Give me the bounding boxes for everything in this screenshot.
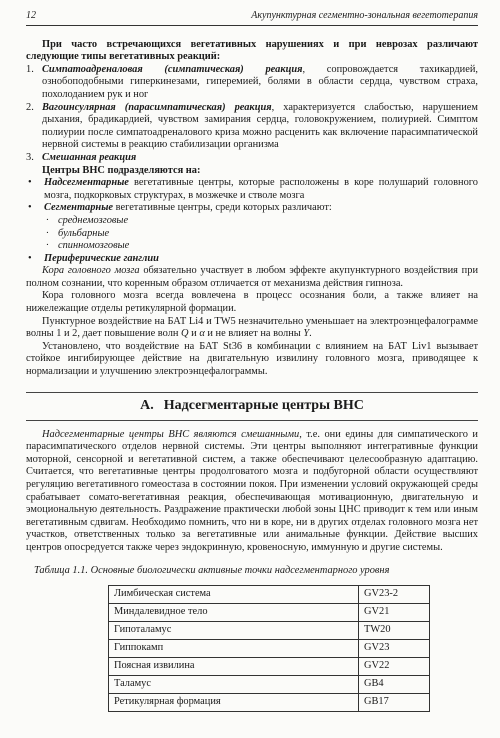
table-row xyxy=(109,586,430,604)
text-run: Пунктурное воздействие на БАТ Li4 и TW5 незначительно уменьшает на электроэнцефалограмме волны 1 и 2, дает повышение волн xyxy=(26,315,478,340)
vns-division-intro: Центры ВНС подразделяются на: xyxy=(42,164,201,176)
section-paragraph xyxy=(26,429,478,555)
sub-item xyxy=(26,215,478,228)
structure-cell: Ретикулярная формация xyxy=(109,694,359,712)
item-text xyxy=(44,202,478,215)
running-header xyxy=(26,10,478,26)
point-code-cell: GV23-2 xyxy=(359,586,430,604)
item-text xyxy=(44,177,478,202)
item-number: 2. xyxy=(26,101,34,113)
point-code-cell: GB17 xyxy=(359,694,430,712)
item-body: , характеризуется слабостью, нарушением дыхания, брадикардией, чувством замирания сердца, головокружением, полиурией. Симптом полиурии после симпатоадреналового криза можно расценить как включение парасимпатической нервной системы в реакцию стабилизации организма xyxy=(42,101,478,151)
item-title: Периферические ганглии xyxy=(44,252,159,264)
sub-item-text: среднемозговые xyxy=(58,214,129,226)
point-code-cell: TW20 xyxy=(359,622,430,640)
sub-bullet-marker: · xyxy=(46,240,49,252)
section-title: Надсегментарные центры ВНС xyxy=(163,397,364,413)
item-title: Симпатоадреналовая (симпатическая) реакция xyxy=(42,63,303,75)
paragraph-st36: Установлено, что воздействие на БАТ St36 в комбинации с влиянием на БАТ Liv1 вызывает стойкое ингибирующее действие на двигательную извилину головного мозга, приводящее к нормализации и улучшению электроэнцефалограммы. xyxy=(26,340,478,378)
table-row xyxy=(109,694,430,712)
paragraph-body: , т.е. они едины для симпатического и парасимпатического отделов нервной системы. Эти центры выполняют интегративные функции моторной, сенсорной и вегетативной систем, а также обеспечивают целесообразную адаптацию. Считается, что вегетативные центры продолговатого мозга и подбугорной области осуществляют регуляцию вегетативного гомеостаза в состоянии покоя. При изменении условий окружающей среды срабатывает сомато-вегетативная реакция, обеспечивающая мотивационную, двигательную и эмоциональную деятельность. Раздражение практически любой зоны ЦНС приводит к тем или иным вегетативным сдвигам. Необходимо помнить, что ни в коре, ни в других отделах головного мозга нет участков, ответственных только за вегетативные или анимальные функции. Действие высших центров опосредуется также через эндокринную, кровеносную, иммунную и другие системы. xyxy=(26,428,478,553)
structure-cell: Таламус xyxy=(109,676,359,694)
lead-term: Надсегментарные центры ВНС являются смешанными xyxy=(42,428,300,440)
paragraph-pain: Кора головного мозга всегда вовлечена в процесс осознания боли, а также влияет на нижележащие отделы ретикулярной формации. xyxy=(26,290,478,315)
structure-cell: Гипоталамус xyxy=(109,622,359,640)
wave-symbol: Q xyxy=(181,328,189,340)
center-item xyxy=(26,253,478,266)
table-row xyxy=(109,658,430,676)
point-code-cell: GV23 xyxy=(359,640,430,658)
paragraph-puncture xyxy=(26,316,478,341)
sub-item-text: спинномозговые xyxy=(58,240,130,252)
intro-paragraph: При часто встречающихся вегетативных нарушениях и при неврозах различают следующие типы вегетативных реакций: xyxy=(26,38,478,63)
reaction-item xyxy=(26,64,478,102)
item-title: Смешанная реакция xyxy=(42,151,137,163)
item-body: , сопровождается тахикардией, ознобоподобными гиперкинезами, гиперемией, болями в области сердца, чувством страха, похолоданием рук и ног xyxy=(42,63,478,100)
paragraph-body: обязательно участвует в любом эффекте акупунктурного воздействия при полном сознании, что коренным образом отличается от механизма действия гипноза. xyxy=(26,265,479,289)
item-number: 3. xyxy=(26,151,34,163)
item-body: вегетативные центры, которые расположены в коре полушарий головного мозга, подкорковых структурах, в мозжечке и стволе мозга xyxy=(44,177,478,201)
bullet-marker: • xyxy=(28,202,32,214)
table-row xyxy=(109,640,430,658)
section-heading xyxy=(26,392,478,421)
sub-bullet-marker: · xyxy=(46,214,49,226)
cortex-term: Кора головного мозга xyxy=(42,265,140,277)
item-title: Вагоинсулярная (парасимпатическая) реакция xyxy=(42,101,272,113)
bullet-marker: • xyxy=(28,252,32,264)
table-row xyxy=(109,622,430,640)
wave-symbol: α xyxy=(199,328,205,340)
bullet-marker: • xyxy=(28,177,32,189)
structure-cell: Миндалевидное тело xyxy=(109,604,359,622)
paragraph-cortex xyxy=(26,265,478,290)
point-code-cell: GB4 xyxy=(359,676,430,694)
section-letter: А. xyxy=(140,397,154,413)
sub-item xyxy=(26,240,478,253)
item-title: Сегментарные xyxy=(44,202,114,214)
point-code-cell: GV21 xyxy=(359,604,430,622)
bat-table xyxy=(108,585,430,712)
text-run: . xyxy=(309,328,312,340)
center-item xyxy=(26,177,478,202)
sub-bullet-marker: · xyxy=(46,227,49,239)
structure-cell: Лимбическая система xyxy=(109,586,359,604)
item-text xyxy=(42,64,478,102)
text-run: и не влияет на волны xyxy=(204,328,304,340)
running-title: Акупунктурная сегментно-зональная вегетотерапия xyxy=(251,10,478,21)
sub-item-text: бульбарные xyxy=(58,227,110,239)
point-code-cell: GV22 xyxy=(359,658,430,676)
item-title: Надсегментарные xyxy=(44,177,129,189)
page-number: 12 xyxy=(26,10,36,21)
center-item xyxy=(26,202,478,215)
reaction-item xyxy=(26,102,478,152)
table-row xyxy=(109,676,430,694)
text-run: и xyxy=(188,328,200,340)
table-row xyxy=(109,604,430,622)
wave-symbol: Y xyxy=(303,328,310,340)
item-text xyxy=(42,152,478,165)
reaction-item xyxy=(26,152,478,165)
structure-cell: Гиппокамп xyxy=(109,640,359,658)
structure-cell: Поясная извилина xyxy=(109,658,359,676)
table-caption: Таблица 1.1. Основные биологически активные точки надсегментарного уровня xyxy=(34,564,390,576)
item-number: 1. xyxy=(26,63,34,75)
item-body: вегетативные центры, среди которых различают: xyxy=(113,202,332,214)
sub-item xyxy=(26,228,478,241)
item-text xyxy=(42,102,478,152)
